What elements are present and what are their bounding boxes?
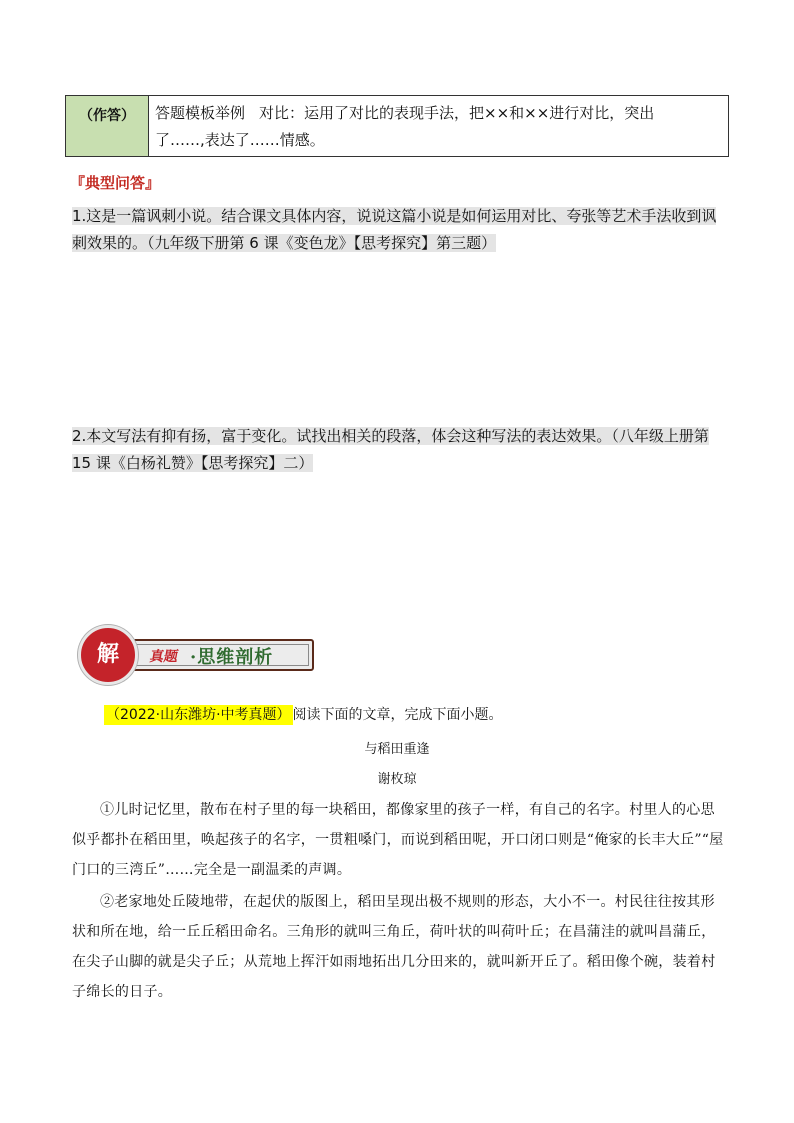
template-title: 答题模板举例: [155, 104, 246, 122]
article-title: 与稻田重逢: [364, 742, 430, 757]
banner-tag: 真题: [148, 649, 180, 665]
question-1: [72, 203, 722, 257]
exam-instruction: 阅读下面的文章，完成下面小题。: [292, 707, 503, 723]
exam-instruction-line: [104, 703, 503, 727]
banner-title: ·思维剖析: [190, 647, 274, 668]
section-banner: [78, 625, 318, 687]
answer-template-content: [149, 96, 728, 156]
template-line-2: 了……,表达了……情感。: [155, 131, 325, 149]
article-paragraph-2: ②老家地处丘陵地带，在起伏的版图上，稻田呈现出极不规则的形态，大小不一。村民往往按其形状和所在地，给一丘丘稻田命名。三角形的就叫三角丘，荷叶状的叫荷叶丘；在昌蒲洼的就叫昌蒲丘，在尖子山脚的就是尖子丘；从荒地上挥汗如雨地拓出几分田来的，就叫新开丘了。稻田像个碗，装着村子绵长的日子。: [72, 894, 716, 1000]
question-2-text: 2.本文写法有抑有扬，富于变化。试找出相关的段落，体会这种写法的表达效果。（八年级上册第 15 课《白杨礼赞》【思考探究】二）: [72, 427, 709, 472]
answer-template-box: [65, 95, 729, 157]
article-author: 谢枚琼: [377, 772, 417, 787]
banner-ribbon: [128, 639, 314, 671]
banner-badge: 解: [78, 625, 138, 685]
template-line-1: 对比：运用了对比的表现手法，把××和××进行对比，突出: [259, 104, 655, 122]
question-1-text: 1.这是一篇讽刺小说。结合课文具体内容，说说这篇小说是如何运用对比、夸张等艺术手法收到讽刺效果的。（九年级下册第 6 课《变色龙》【思考探究】第三题）: [72, 207, 717, 252]
section-heading: 『典型问答』: [70, 174, 161, 192]
article-paragraph-1: ①儿时记忆里，散布在村子里的每一块稻田，都像家里的孩子一样，有自己的名字。村里人的心思似乎都扑在稻田里，唤起孩子的名字，一贯粗嗓门，而说到稻田呢，开口闭口则是“俺家的长丰大丘”“屋门口的三湾丘”……完全是一副温柔的声调。: [72, 802, 724, 878]
question-2: [72, 423, 722, 477]
answer-label: （作答）: [66, 96, 149, 156]
exam-source: （2022·山东潍坊·中考真题）: [106, 707, 291, 723]
